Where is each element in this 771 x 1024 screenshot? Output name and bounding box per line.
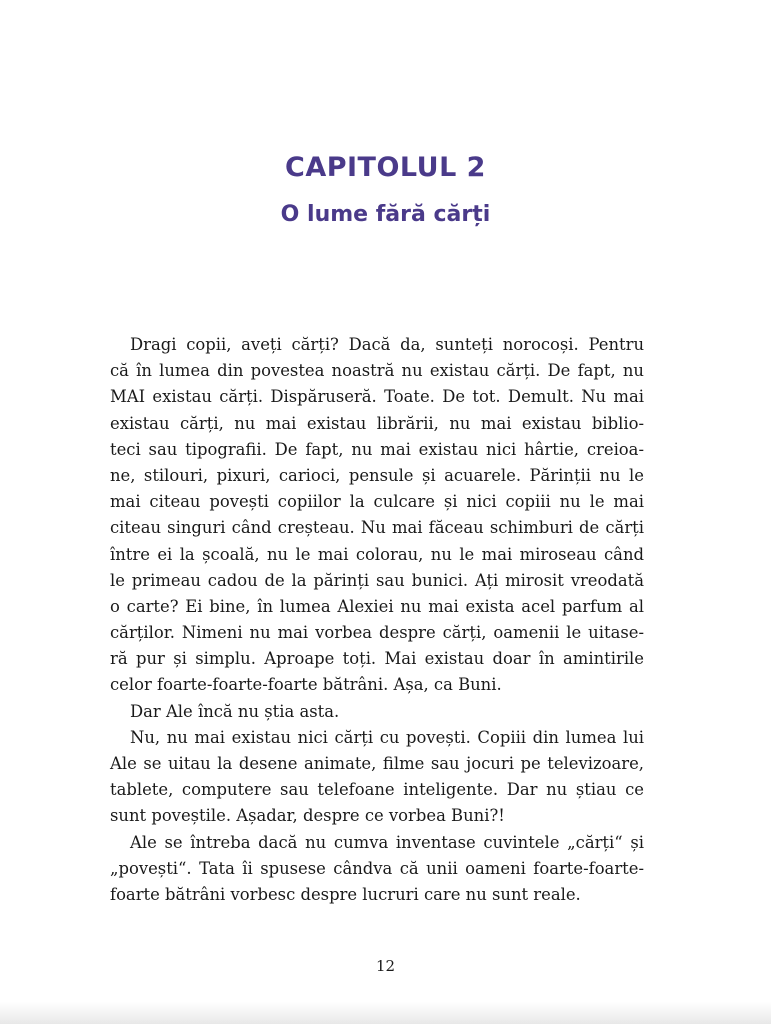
chapter-title: CAPITOLUL 2 <box>285 152 486 183</box>
text-line: ră pur și simplu. Aproape toți. Mai existau doar în amintirile <box>110 649 644 669</box>
text-line: cărților. Nimeni nu mai vorbea despre cărți, oamenii le uitase- <box>110 623 644 643</box>
text-line: existau cărți, nu mai existau librării, nu mai existau biblio- <box>110 413 644 433</box>
page-edge-shadow <box>0 1002 771 1024</box>
text-line: mai citeau povești copiilor la culcare și nici copiii nu le mai <box>110 492 644 512</box>
text-line: le primeau cadou de la părinți sau bunici. Ați mirosit vreodată <box>110 570 644 590</box>
chapter-body <box>110 332 644 908</box>
text-line: între ei la școală, nu le mai colorau, nu le mai miroseau când <box>110 544 644 564</box>
text-line: citeau singuri când creșteau. Nu mai făceau schimburi de cărți <box>110 518 644 538</box>
text-line: Ale se uitau la desene animate, filme sau jocuri pe televizoare, <box>110 754 644 773</box>
text-line: că în lumea din povestea noastră nu existau cărți. De fapt, nu <box>110 361 644 381</box>
text-line: celor foarte-foarte-foarte bătrâni. Așa, ca Buni. <box>110 675 502 695</box>
page-number: 12 <box>375 957 396 975</box>
text-line: Dragi copii, aveți cărți? Dacă da, sunteți norocoși. Pentru <box>130 335 644 354</box>
text-line: sunt poveștile. Așadar, despre ce vorbea Buni?! <box>110 806 505 826</box>
chapter-subtitle: O lume fără cărți <box>280 202 491 227</box>
text-line: MAI existau cărți. Dispăruseră. Toate. De tot. Demult. Nu mai <box>110 387 644 407</box>
text-line: ne, stilouri, pixuri, carioci, pensule și acuarele. Părinții nu le <box>110 465 644 485</box>
text-line: Nu, nu mai existau nici cărți cu povești. Copiii din lumea lui <box>130 727 644 747</box>
text-line: Ale se întreba dacă nu cumva inventase cuvintele „cărți“ și <box>130 832 644 852</box>
text-line: foarte bătrâni vorbesc despre lucruri care nu sunt reale. <box>110 884 581 904</box>
text-line: teci sau tipografii. De fapt, nu mai existau nici hârtie, creioa- <box>110 439 644 459</box>
text-line: o carte? Ei bine, în lumea Alexiei nu mai exista acel parfum al <box>110 596 644 616</box>
text-line: „povești“. Tata îi spusese cândva că unii oameni foarte-foarte- <box>110 858 644 878</box>
text-line: tablete, computere sau telefoane inteligente. Dar nu știau ce <box>110 780 644 800</box>
text-line: Dar Ale încă nu știa asta. <box>130 701 340 721</box>
